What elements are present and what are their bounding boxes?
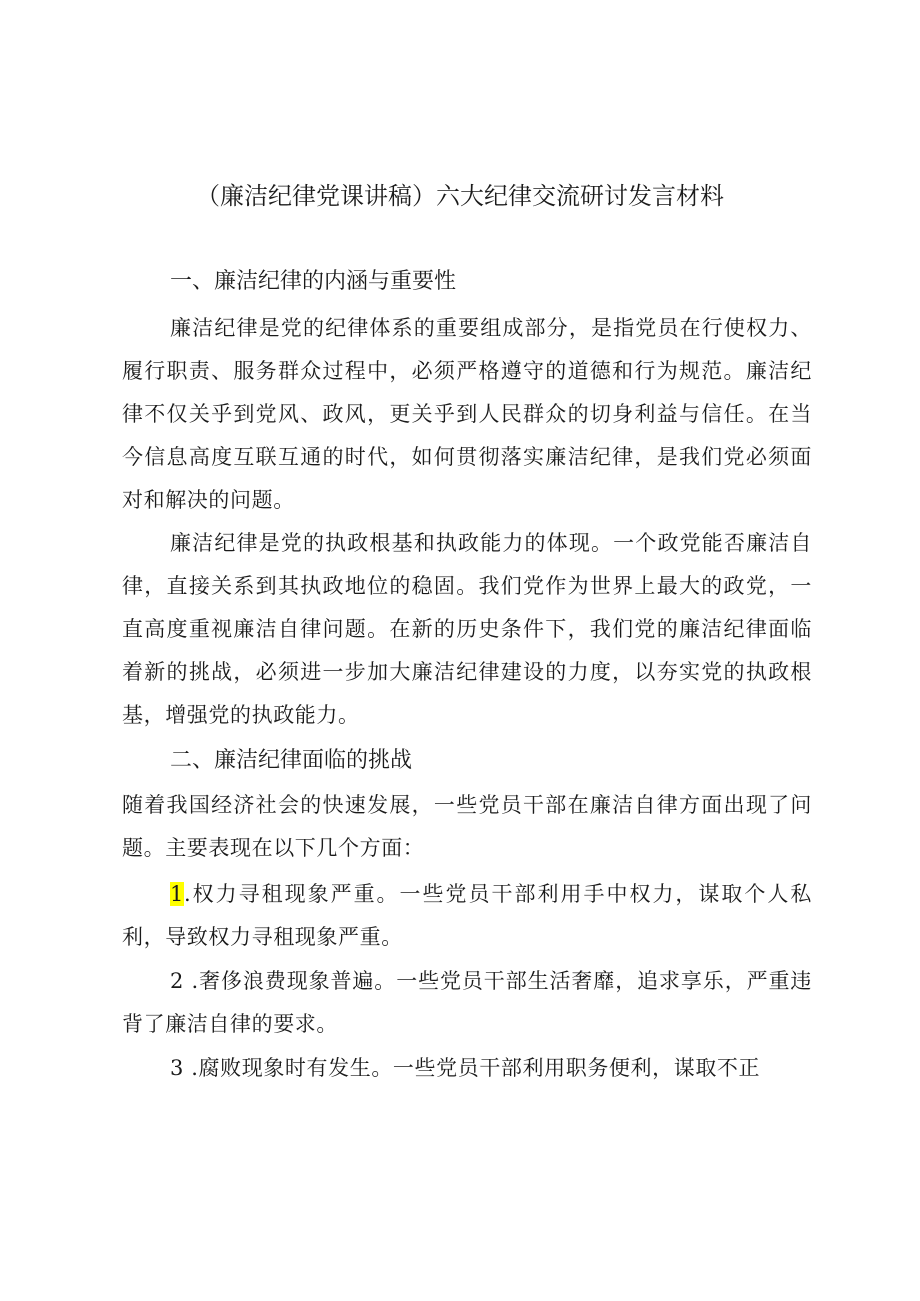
section-1-heading: 一、廉洁纪律的内涵与重要性 (170, 269, 457, 294)
section-1-paragraph-2: 廉洁纪律是党的执政根基和执政能力的体现。一个政党能否廉洁自律，直接关系到其执政地位的稳固。我们党作为世界上最大的政党，一直高度重视廉洁自律问题。在新的历史条件下，我们党的廉洁纪律面临着新的挑战，必须进一步加大廉洁纪律建设的力度，以夯实党的执政根基，增强党的执政能力。 (122, 531, 812, 727)
list-item-number: 3 (170, 1056, 184, 1080)
list-item-text: .腐败现象时有发生。一些党员干部利用职务便利，谋取不正 (183, 1056, 761, 1080)
list-item (122, 960, 812, 1046)
list-item-text: .权力寻租现象严重。一些党员干部利用手中权力，谋取个人私利，导致权力寻租现象严重。 (122, 882, 812, 949)
document-title: （廉洁纪律党课讲稿）六大纪律交流研讨发言材料 (196, 182, 724, 210)
list-item (122, 1047, 812, 1090)
list-item (122, 873, 812, 959)
section-1-paragraph-1: 廉洁纪律是党的纪律体系的重要组成部分，是指党员在行使权力、履行职责、服务群众过程中，必须严格遵守的道德和行为规范。廉洁纪律不仅关乎到党风、政风，更关乎到人民群众的切身利益与信任。在当今信息高度互联互通的时代，如何贯彻落实廉洁纪律，是我们党必须面对和解决的问题。 (122, 316, 812, 512)
section-2-heading: 二、廉洁纪律面临的挑战 (170, 748, 413, 773)
highlighted-item-number: 1 (170, 882, 184, 906)
section-2-intro: 随着我国经济社会的快速发展，一些党员干部在廉洁自律方面出现了问题。主要表现在以下几个方面： (122, 793, 812, 860)
list-item-number: 2 (170, 969, 184, 993)
list-item-text: .奢侈浪费现象普遍。一些党员干部生活奢靡，追求享乐，严重违背了廉洁自律的要求。 (122, 969, 812, 1036)
